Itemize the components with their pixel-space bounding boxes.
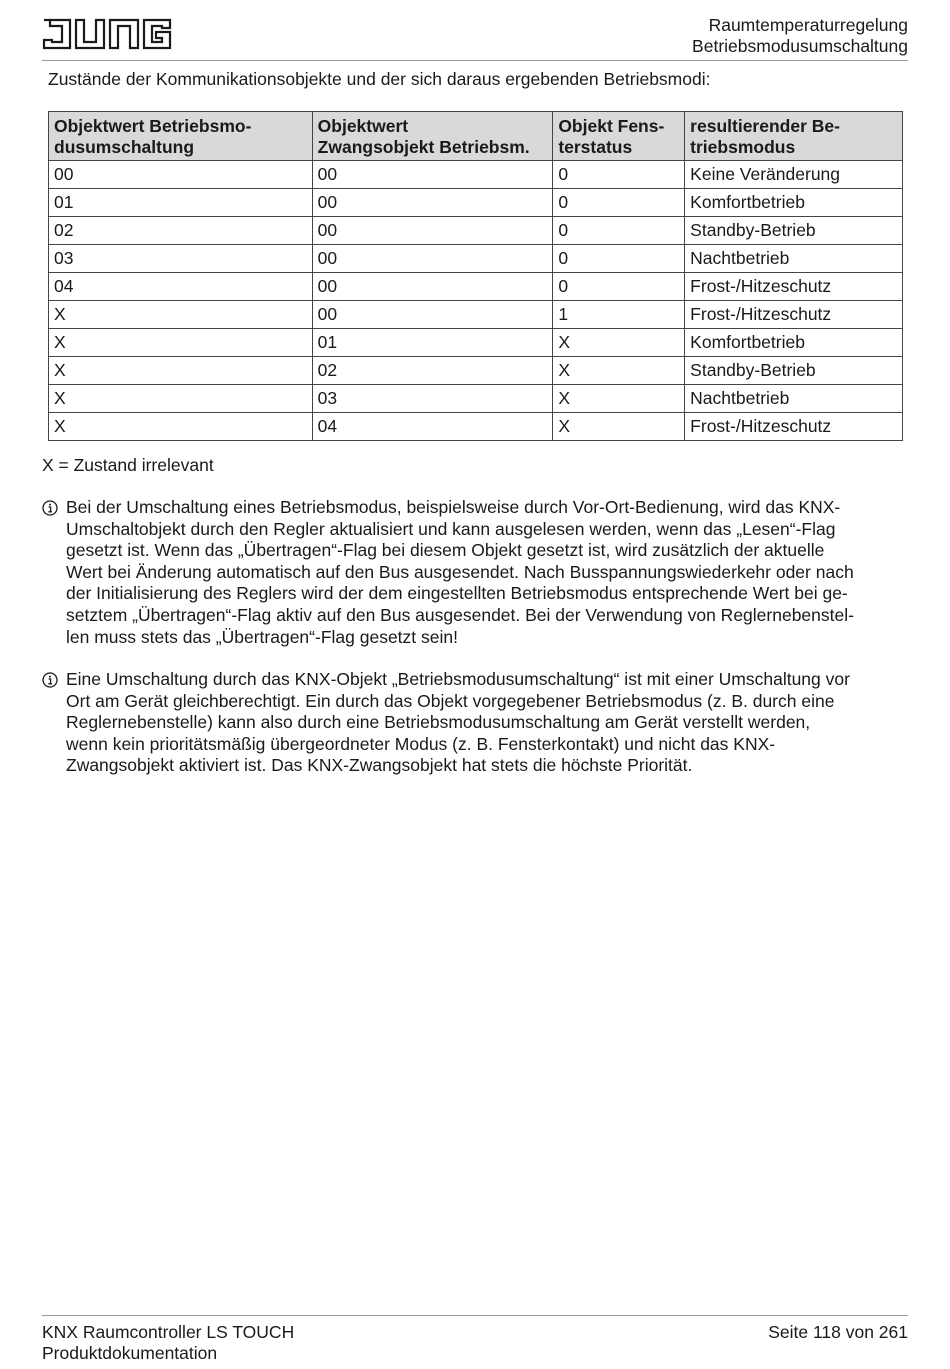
table-cell: 00 [312, 217, 553, 245]
table-cell: Frost-/Hitzeschutz [685, 413, 903, 441]
page-number: Seite 118 von 261 [768, 1322, 908, 1342]
states-table [48, 111, 903, 441]
table-row [49, 301, 903, 329]
table-cell: 02 [49, 217, 313, 245]
table-cell: X [49, 385, 313, 413]
table-header-row [49, 112, 903, 161]
table-cell: 01 [49, 189, 313, 217]
column-header: resultierender Be- triebsmodus [685, 112, 903, 161]
info-note-line: wenn kein prioritätsmäßig übergeordneter Modus (z. B. Fensterkontakt) und nicht das KNX- [66, 733, 776, 754]
info-note-line: Wert bei Änderung automatisch auf den Bus ausgesendet. Nach Busspannungswiederkehr oder nach [66, 561, 854, 582]
info-note [42, 497, 912, 648]
table-cell: 0 [553, 161, 685, 189]
table-cell: 1 [553, 301, 685, 329]
info-note-line: Reglernebenstelle) kann also durch eine Betriebsmodusumschaltung am Gerät verstellt werden, [66, 712, 811, 733]
table-cell: Standby-Betrieb [685, 357, 903, 385]
table-cell: Frost-/Hitzeschutz [685, 301, 903, 329]
table-cell: 02 [312, 357, 553, 385]
table-cell: 00 [312, 161, 553, 189]
header-title [692, 15, 908, 57]
table-cell: Keine Veränderung [685, 161, 903, 189]
footer-product-line2: Produktdokumentation [42, 1343, 218, 1363]
table-cell: Standby-Betrieb [685, 217, 903, 245]
table-row [49, 413, 903, 441]
table-row [49, 273, 903, 301]
table-cell: 0 [553, 217, 685, 245]
info-note-line: der Initialisierung des Reglers wird der dem eingestellten Betriebsmodus entsprechende Wert bei ge- [66, 583, 848, 604]
column-header: Objekt Fens- terstatus [553, 112, 685, 161]
table-cell: X [49, 357, 313, 385]
info-note-line: len muss stets das „Übertragen“-Flag gesetzt sein! [66, 626, 458, 647]
table-cell: 0 [553, 245, 685, 273]
table-cell: 01 [312, 329, 553, 357]
table-cell: 00 [49, 161, 313, 189]
info-icon [42, 500, 58, 516]
info-note [42, 669, 912, 777]
header-title-line2: Betriebsmodusumschaltung [692, 36, 908, 56]
table-cell: Komfortbetrieb [685, 189, 903, 217]
table-cell: 00 [312, 273, 553, 301]
intro-text: Zustände der Kommunikationsobjekte und der sich daraus ergebenden Betriebsmodi: [48, 69, 711, 89]
table-row [49, 385, 903, 413]
info-note-line: Umschaltobjekt durch den Regler aktualisiert und kann ausgelesen werden, wenn das „Lesen“-Flag [66, 518, 836, 539]
legend-text: X = Zustand irrelevant [42, 455, 214, 475]
info-note-line: Zwangsobjekt aktiviert ist. Das KNX-Zwangsobjekt hat stets die höchste Priorität. [66, 755, 693, 776]
table-cell: Komfortbetrieb [685, 329, 903, 357]
table-row [49, 189, 903, 217]
table-row [49, 161, 903, 189]
table-cell: X [553, 357, 685, 385]
table-cell: 0 [553, 273, 685, 301]
table-cell: 04 [312, 413, 553, 441]
table-cell: X [49, 413, 313, 441]
table-row [49, 217, 903, 245]
table-cell: 00 [312, 189, 553, 217]
column-header: Objektwert Betriebsmo- dusumschaltung [49, 112, 313, 161]
header-title-line1: Raumtemperaturregelung [708, 15, 908, 35]
info-note-line: Eine Umschaltung durch das KNX-Objekt „Betriebsmodusumschaltung“ ist mit einer Umschaltung vor [66, 669, 850, 689]
table-cell: 04 [49, 273, 313, 301]
table-cell: X [553, 385, 685, 413]
table-row [49, 329, 903, 357]
info-note-line: Bei der Umschaltung eines Betriebsmodus, beispielsweise durch Vor-Ort-Bedienung, wird das KNX- [66, 497, 841, 517]
footer-product-line1: KNX Raumcontroller LS TOUCH [42, 1322, 295, 1342]
info-icon [42, 672, 58, 688]
jung-logo [40, 18, 174, 54]
table-cell: Nachtbetrieb [685, 245, 903, 273]
table-cell: X [553, 413, 685, 441]
header-divider [42, 60, 908, 61]
column-header: Objektwert Zwangsobjekt Betriebsm. [312, 112, 553, 161]
info-note-line: gesetzt ist. Wenn das „Übertragen“-Flag bei diesem Objekt gesetzt ist, wird zusätzlich der aktuelle [66, 540, 825, 561]
info-note-line: setztem „Übertragen“-Flag aktiv auf den Bus ausgesendet. Bei der Verwendung von Reglernebenstel- [66, 604, 854, 625]
footer-product [42, 1322, 294, 1364]
table-cell: Nachtbetrieb [685, 385, 903, 413]
table-cell: X [49, 301, 313, 329]
info-note-line: Ort am Gerät gleichberechtigt. Ein durch das Objekt vorgegebener Betriebsmodus (z. B. durch eine [66, 690, 835, 711]
table-cell: X [553, 329, 685, 357]
table-row [49, 245, 903, 273]
table-cell: X [49, 329, 313, 357]
table-cell: 00 [312, 245, 553, 273]
footer-divider [42, 1315, 908, 1316]
table-cell: 0 [553, 189, 685, 217]
table-cell: 00 [312, 301, 553, 329]
table-row [49, 357, 903, 385]
table-cell: 03 [312, 385, 553, 413]
table-cell: 03 [49, 245, 313, 273]
table-cell: Frost-/Hitzeschutz [685, 273, 903, 301]
